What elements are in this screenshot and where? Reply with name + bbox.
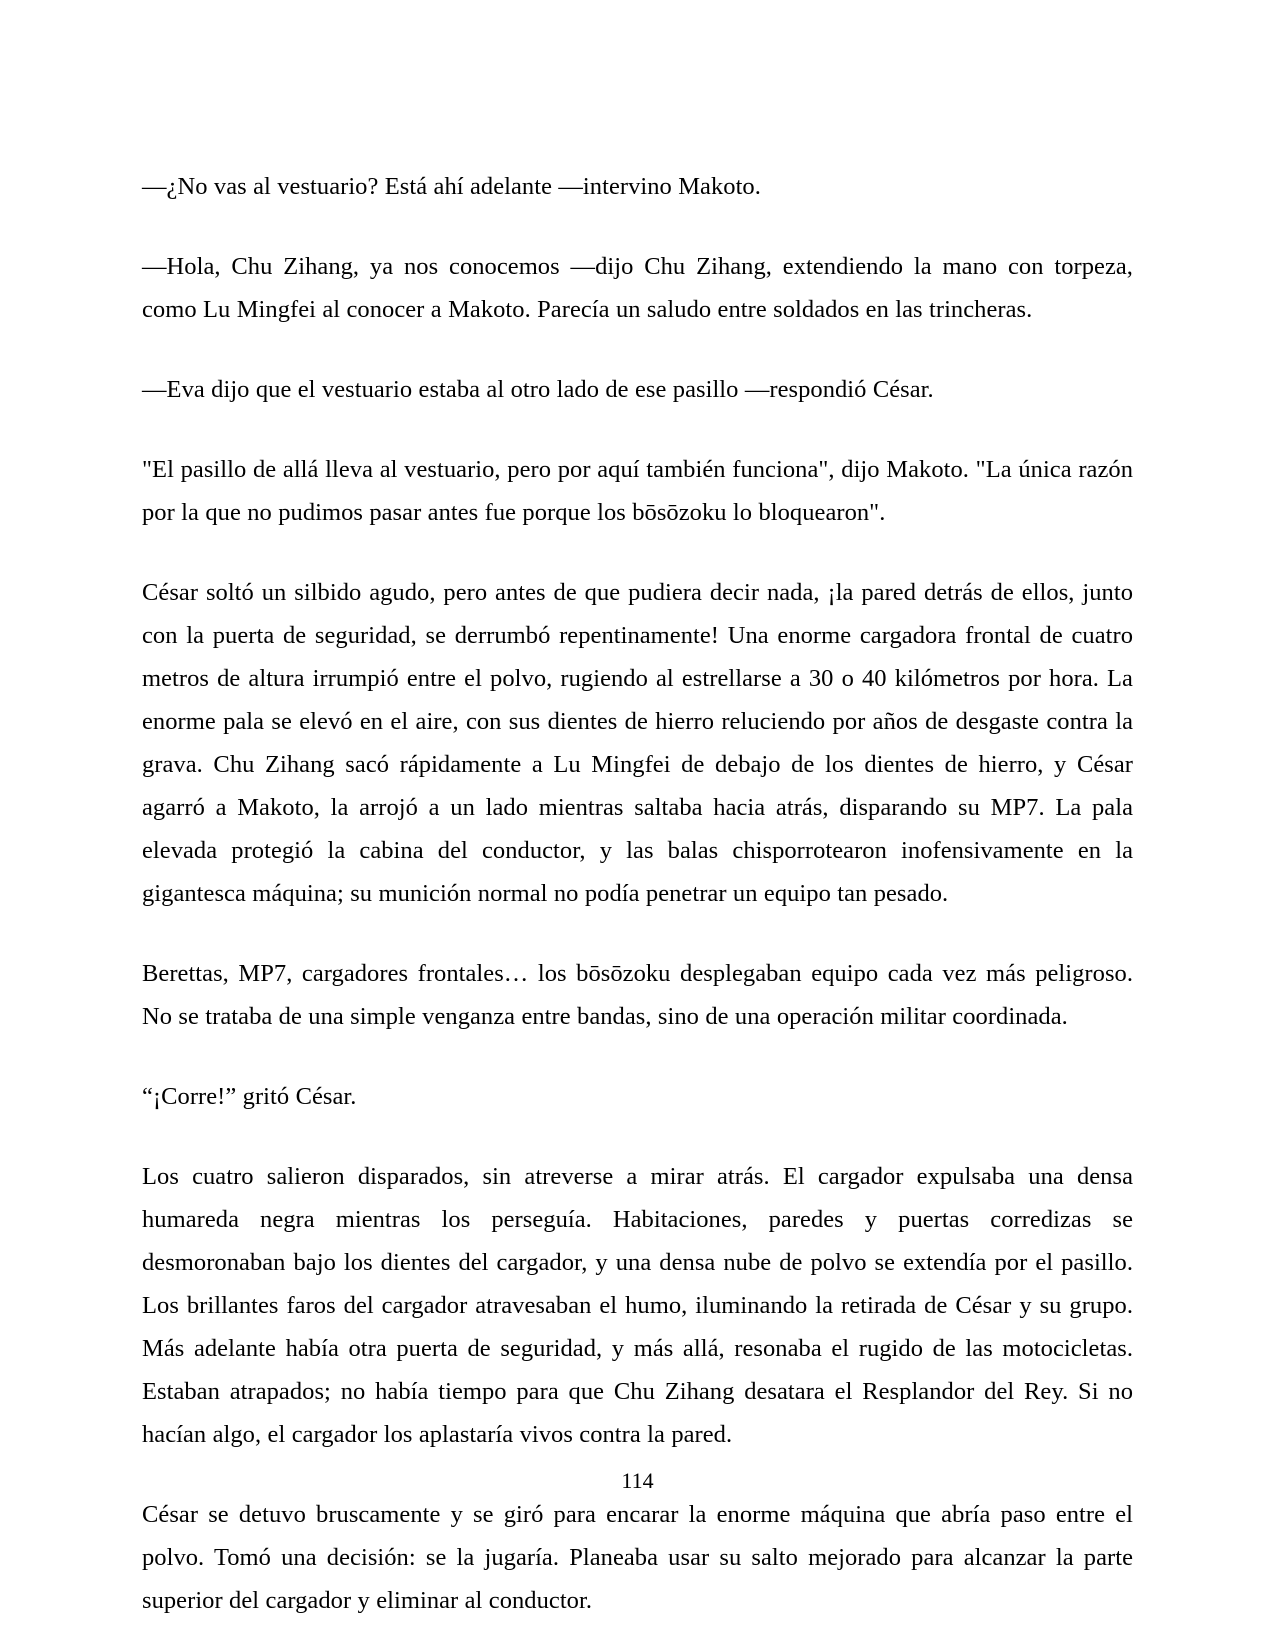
paragraph-5: César soltó un silbido agudo, pero antes de que pudiera decir nada, ¡la pared detrás de ellos, junto con la puerta de seguridad, se derrumbó repentinamente! Una enorme cargadora frontal de cuatro metros de altura irrumpió entre el polvo, rugiendo al estrellarse a 30 o 40 kilómetros por hora. La enorme pala se elevó en el aire, con sus dientes de hierro reluciendo por años de desgaste contra la grava. Chu Zihang sacó rápidamente a Lu Mingfei de debajo de los dientes de hierro, y César agarró a Makoto, la arrojó a un lado mientras saltaba hacia atrás, disparando su MP7. La pala elevada protegió la cabina del conductor, y las balas chisporrotearon inofensivamente en la gigantesca máquina; su munición normal no podía penetrar un equipo tan pesado. <box>142 579 1133 907</box>
page-body-text <box>142 165 1133 1622</box>
paragraph-9: César se detuvo bruscamente y se giró para encarar la enorme máquina que abría paso entre el polvo. Tomó una decisión: se la jugaría. Planeaba usar su salto mejorado para alcanzar la parte superior del cargador y eliminar al conductor. <box>142 1501 1133 1614</box>
paragraph-3: —Eva dijo que el vestuario estaba al otro lado de ese pasillo —respondió César. <box>142 376 934 403</box>
paragraph-4: "El pasillo de allá lleva al vestuario, pero por aquí también funciona", dijo Makoto. "La única razón por la que no pudimos pasar antes fue porque los bōsōzoku lo bloquearon". <box>142 456 1133 526</box>
page-number: 114 <box>621 1468 654 1493</box>
paragraph-6: Berettas, MP7, cargadores frontales… los bōsōzoku desplegaban equipo cada vez más peligroso. No se trataba de una simple venganza entre bandas, sino de una operación militar coordinada. <box>142 960 1133 1030</box>
paragraph-1: —¿No vas al vestuario? Está ahí adelante —intervino Makoto. <box>142 173 761 200</box>
paragraph-2: —Hola, Chu Zihang, ya nos conocemos —dijo Chu Zihang, extendiendo la mano con torpeza, como Lu Mingfei al conocer a Makoto. Parecía un saludo entre soldados en las trincheras. <box>142 253 1133 323</box>
paragraph-8: Los cuatro salieron disparados, sin atreverse a mirar atrás. El cargador expulsaba una densa humareda negra mientras los perseguía. Habitaciones, paredes y puertas corredizas se desmoronaban bajo los dientes del cargador, y una densa nube de polvo se extendía por el pasillo. Los brillantes faros del cargador atravesaban el humo, iluminando la retirada de César y su grupo. Más adelante había otra puerta de seguridad, y más allá, resonaba el rugido de las motocicletas. Estaban atrapados; no había tiempo para que Chu Zihang desatara el Resplandor del Rey. Si no hacían algo, el cargador los aplastaría vivos contra la pared. <box>142 1163 1133 1448</box>
paragraph-7: “¡Corre!” gritó César. <box>142 1083 357 1110</box>
